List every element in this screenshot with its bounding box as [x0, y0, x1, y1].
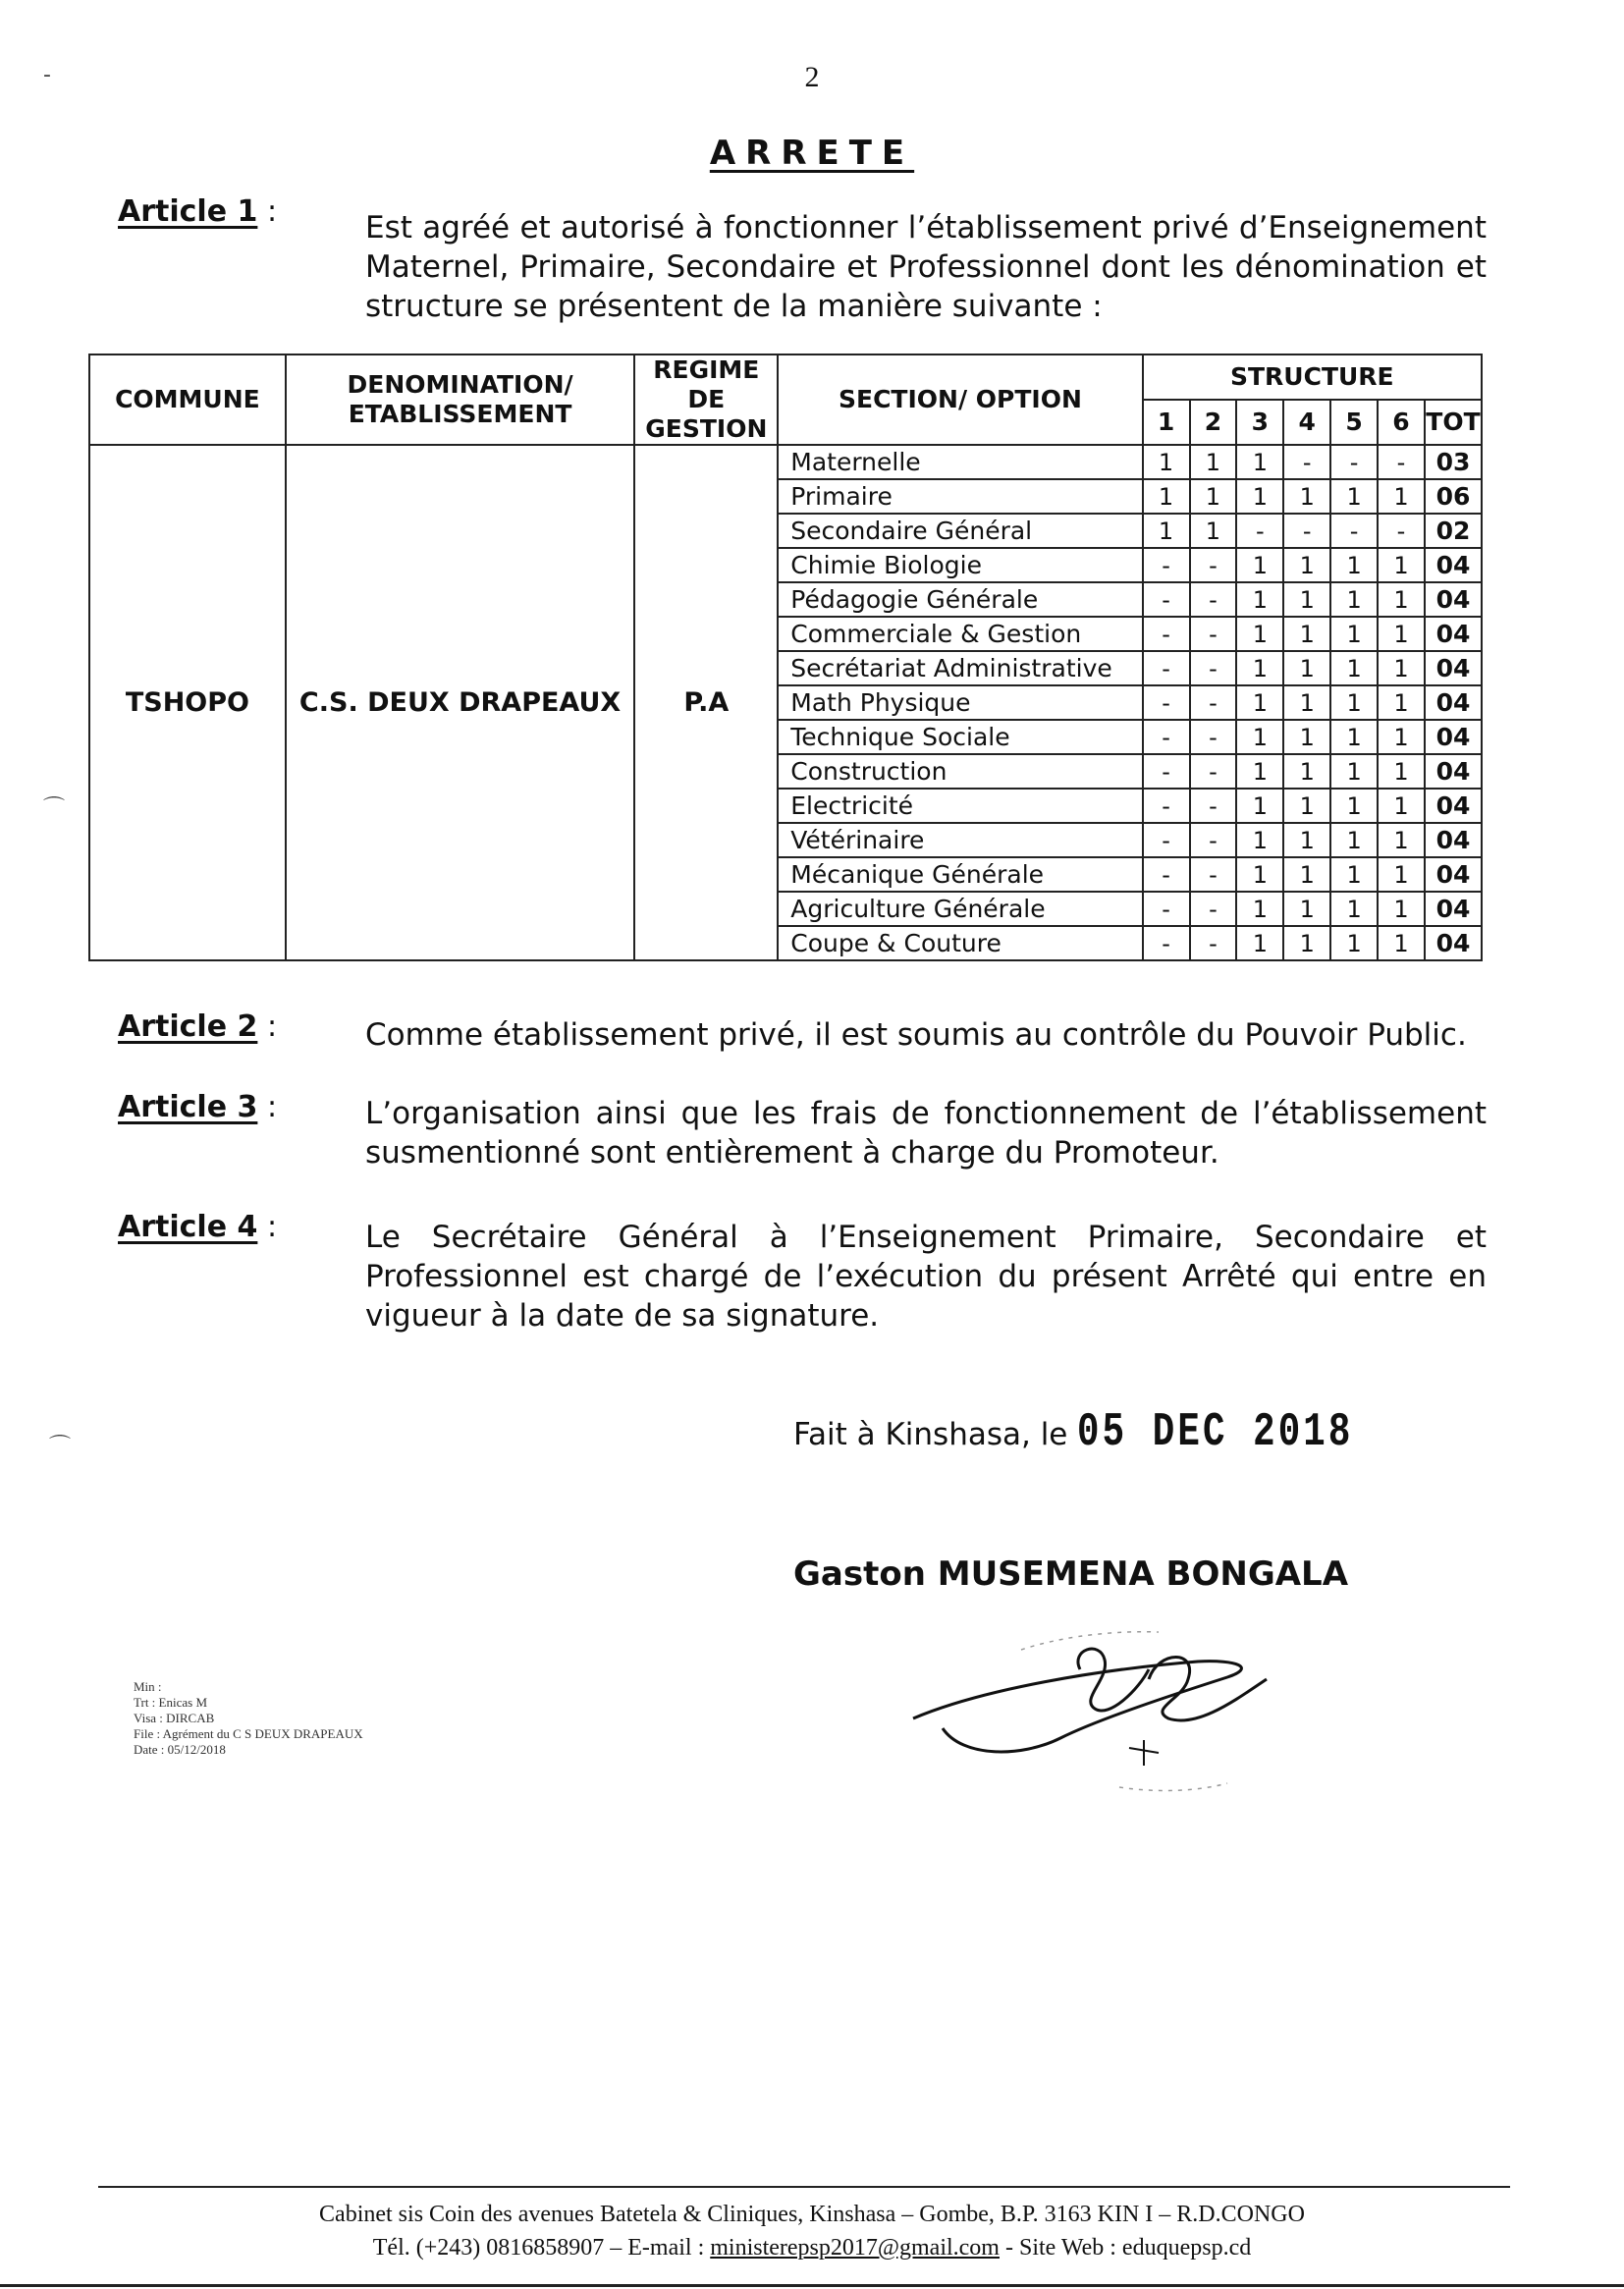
level-4-cell: 1 — [1283, 720, 1330, 754]
total-cell: 04 — [1425, 651, 1482, 685]
section-cell: Secrétariat Administrative — [778, 651, 1142, 685]
level-4-cell: - — [1283, 445, 1330, 479]
section-cell: Coupe & Couture — [778, 926, 1142, 960]
level-4-cell: 1 — [1283, 892, 1330, 926]
level-2-cell: - — [1190, 857, 1237, 892]
total-cell: 04 — [1425, 823, 1482, 857]
level-5-cell: 1 — [1330, 892, 1378, 926]
level-2-cell: - — [1190, 823, 1237, 857]
commune-cell: TSHOPO — [89, 445, 286, 960]
section-cell: Pédagogie Générale — [778, 582, 1142, 617]
article-4-label: Article 4 — [118, 1210, 258, 1244]
level-6-cell: 1 — [1378, 685, 1425, 720]
level-5-cell: 1 — [1330, 926, 1378, 960]
level-3-cell: 1 — [1236, 857, 1283, 892]
level-5-cell: 1 — [1330, 720, 1378, 754]
total-cell: 06 — [1425, 479, 1482, 514]
level-2-cell: - — [1190, 685, 1237, 720]
ref-trt: Trt : Enicas M — [134, 1695, 207, 1710]
article-2-label: Article 2 — [118, 1009, 258, 1044]
level-5-cell: 1 — [1330, 479, 1378, 514]
level-3-cell: 1 — [1236, 582, 1283, 617]
total-cell: 04 — [1425, 685, 1482, 720]
total-cell: 04 — [1425, 548, 1482, 582]
header-level-3: 3 — [1236, 400, 1283, 445]
bottom-scan-edge — [0, 2284, 1624, 2287]
structure-table — [88, 354, 1483, 961]
article-3-label: Article 3 — [118, 1090, 258, 1124]
header-regime: REGIME DE GESTION — [634, 354, 778, 445]
header-section: SECTION/ OPTION — [778, 354, 1142, 445]
level-6-cell: 1 — [1378, 857, 1425, 892]
total-cell: 04 — [1425, 789, 1482, 823]
level-1-cell: - — [1143, 789, 1190, 823]
level-2-cell: - — [1190, 720, 1237, 754]
level-1-cell: - — [1143, 754, 1190, 789]
level-5-cell: 1 — [1330, 685, 1378, 720]
level-6-cell: 1 — [1378, 479, 1425, 514]
reference-block — [134, 1679, 363, 1758]
stamp-date: 05 DEC 2018 — [1077, 1406, 1354, 1459]
document-heading — [0, 134, 1624, 173]
article-3-text: L’organisation ainsi que les frais de fonctionnement de l’établissement susmentionné sont entièrement à charge du Promoteur. — [365, 1096, 1487, 1171]
level-3-cell: 1 — [1236, 617, 1283, 651]
level-6-cell: - — [1378, 445, 1425, 479]
level-1-cell: 1 — [1143, 514, 1190, 548]
level-2-cell: 1 — [1190, 445, 1237, 479]
section-cell: Construction — [778, 754, 1142, 789]
level-2-cell: - — [1190, 651, 1237, 685]
level-5-cell: 1 — [1330, 617, 1378, 651]
total-cell: 04 — [1425, 582, 1482, 617]
level-5-cell: 1 — [1330, 754, 1378, 789]
level-6-cell: 1 — [1378, 926, 1425, 960]
etablissement-cell: C.S. DEUX DRAPEAUX — [286, 445, 635, 960]
level-6-cell: 1 — [1378, 582, 1425, 617]
level-2-cell: 1 — [1190, 514, 1237, 548]
level-6-cell: 1 — [1378, 617, 1425, 651]
level-5-cell: 1 — [1330, 789, 1378, 823]
footer-email-link[interactable]: ministerepsp2017@gmail.com — [710, 2235, 1000, 2261]
article-2-text: Comme établissement privé, il est soumis au contrôle du Pouvoir Public. — [365, 1017, 1467, 1053]
handwritten-signature — [903, 1610, 1335, 1807]
footer-contact — [0, 2235, 1624, 2262]
regime-cell: P.A — [634, 445, 778, 960]
ref-date: Date : 05/12/2018 — [134, 1742, 226, 1757]
total-cell: 04 — [1425, 892, 1482, 926]
header-total: TOT — [1425, 400, 1482, 445]
section-cell: Commerciale & Gestion — [778, 617, 1142, 651]
level-5-cell: - — [1330, 514, 1378, 548]
level-2-cell: - — [1190, 617, 1237, 651]
total-cell: 04 — [1425, 857, 1482, 892]
section-cell: Maternelle — [778, 445, 1142, 479]
level-4-cell: 1 — [1283, 926, 1330, 960]
level-1-cell: 1 — [1143, 445, 1190, 479]
total-cell: 03 — [1425, 445, 1482, 479]
header-level-1: 1 — [1143, 400, 1190, 445]
footer-address: Cabinet sis Coin des avenues Batetela & Cliniques, Kinshasa – Gombe, B.P. 3163 KIN I – R.D.CONGO — [319, 2202, 1305, 2227]
level-3-cell: 1 — [1236, 651, 1283, 685]
level-3-cell: 1 — [1236, 548, 1283, 582]
article-1-label: Article 1 — [118, 194, 258, 229]
level-6-cell: 1 — [1378, 823, 1425, 857]
level-4-cell: 1 — [1283, 823, 1330, 857]
header-structure: STRUCTURE — [1143, 354, 1482, 400]
level-2-cell: - — [1190, 582, 1237, 617]
level-1-cell: - — [1143, 651, 1190, 685]
level-6-cell: 1 — [1378, 754, 1425, 789]
section-cell: Vétérinaire — [778, 823, 1142, 857]
scan-mark: ⌒ — [43, 796, 66, 821]
level-1-cell: - — [1143, 720, 1190, 754]
signature-place: Fait à Kinshasa, le — [793, 1417, 1068, 1452]
header-commune: COMMUNE — [89, 354, 286, 445]
total-cell: 04 — [1425, 754, 1482, 789]
header-level-4: 4 — [1283, 400, 1330, 445]
level-3-cell: 1 — [1236, 720, 1283, 754]
level-1-cell: - — [1143, 582, 1190, 617]
page-number: 2 — [804, 61, 820, 93]
level-3-cell: 1 — [1236, 754, 1283, 789]
total-cell: 02 — [1425, 514, 1482, 548]
section-cell: Primaire — [778, 479, 1142, 514]
article-1-colon: : — [267, 194, 278, 229]
level-3-cell: 1 — [1236, 479, 1283, 514]
total-cell: 04 — [1425, 720, 1482, 754]
level-4-cell: 1 — [1283, 548, 1330, 582]
level-2-cell: - — [1190, 789, 1237, 823]
level-3-cell: 1 — [1236, 823, 1283, 857]
level-1-cell: - — [1143, 617, 1190, 651]
level-4-cell: 1 — [1283, 651, 1330, 685]
total-cell: 04 — [1425, 617, 1482, 651]
level-4-cell: 1 — [1283, 685, 1330, 720]
level-5-cell: - — [1330, 445, 1378, 479]
level-6-cell: 1 — [1378, 548, 1425, 582]
article-4-colon: : — [267, 1210, 278, 1244]
article-1-text: Est agréé et autorisé à fonctionner l’établissement privé d’Enseignement Maternel, Primaire, Secondaire et Professionnel dont les dénomination et structure se présentent de la manière suivante : — [365, 210, 1487, 324]
section-cell: Secondaire Général — [778, 514, 1142, 548]
level-2-cell: - — [1190, 926, 1237, 960]
ref-file: File : Agrément du C S DEUX DRAPEAUX — [134, 1726, 363, 1741]
level-4-cell: 1 — [1283, 479, 1330, 514]
section-cell: Technique Sociale — [778, 720, 1142, 754]
level-1-cell: 1 — [1143, 479, 1190, 514]
article-2-colon: : — [267, 1009, 278, 1044]
header-denomination: DENOMINATION/ ETABLISSEMENT — [286, 354, 635, 445]
article-4-text: Le Secrétaire Général à l’Enseignement Primaire, Secondaire et Professionnel est chargé de l’exécution du présent Arrêté qui entre en vigueur à la date de sa signature. — [365, 1220, 1487, 1334]
header-level-5: 5 — [1330, 400, 1378, 445]
level-2-cell: - — [1190, 548, 1237, 582]
section-cell: Mécanique Générale — [778, 857, 1142, 892]
header-level-2: 2 — [1190, 400, 1237, 445]
level-4-cell: 1 — [1283, 617, 1330, 651]
level-5-cell: 1 — [1330, 651, 1378, 685]
scan-mark: ‐ — [43, 63, 51, 87]
level-1-cell: - — [1143, 548, 1190, 582]
level-1-cell: - — [1143, 685, 1190, 720]
footer-divider — [98, 2186, 1510, 2188]
level-5-cell: 1 — [1330, 582, 1378, 617]
level-3-cell: 1 — [1236, 926, 1283, 960]
level-1-cell: - — [1143, 926, 1190, 960]
level-3-cell: 1 — [1236, 685, 1283, 720]
footer-website: - Site Web : eduquepsp.cd — [1004, 2235, 1252, 2261]
level-4-cell: 1 — [1283, 857, 1330, 892]
level-1-cell: - — [1143, 892, 1190, 926]
level-4-cell: 1 — [1283, 789, 1330, 823]
signature-date-line — [793, 1406, 1432, 1459]
level-6-cell: 1 — [1378, 651, 1425, 685]
level-2-cell: 1 — [1190, 479, 1237, 514]
heading-text: ARRETE — [709, 134, 915, 173]
level-5-cell: 1 — [1330, 548, 1378, 582]
section-cell: Chimie Biologie — [778, 548, 1142, 582]
level-6-cell: 1 — [1378, 720, 1425, 754]
ref-min: Min : — [134, 1679, 162, 1694]
level-4-cell: - — [1283, 514, 1330, 548]
table-row — [89, 445, 1482, 479]
section-cell: Agriculture Générale — [778, 892, 1142, 926]
article-3-colon: : — [267, 1090, 278, 1124]
section-cell: Math Physique — [778, 685, 1142, 720]
level-2-cell: - — [1190, 892, 1237, 926]
level-5-cell: 1 — [1330, 857, 1378, 892]
level-6-cell: - — [1378, 514, 1425, 548]
level-2-cell: - — [1190, 754, 1237, 789]
total-cell: 04 — [1425, 926, 1482, 960]
level-1-cell: - — [1143, 857, 1190, 892]
level-3-cell: - — [1236, 514, 1283, 548]
signer-name: Gaston MUSEMENA BONGALA — [793, 1554, 1349, 1594]
level-4-cell: 1 — [1283, 582, 1330, 617]
level-3-cell: 1 — [1236, 445, 1283, 479]
header-level-6: 6 — [1378, 400, 1425, 445]
ref-visa: Visa : DIRCAB — [134, 1711, 215, 1725]
level-5-cell: 1 — [1330, 823, 1378, 857]
level-3-cell: 1 — [1236, 892, 1283, 926]
level-6-cell: 1 — [1378, 789, 1425, 823]
level-1-cell: - — [1143, 823, 1190, 857]
footer-phone: Tél. (+243) 0816858907 – E-mail : — [372, 2235, 705, 2261]
level-3-cell: 1 — [1236, 789, 1283, 823]
scan-mark: ⌒ — [49, 1435, 72, 1459]
level-4-cell: 1 — [1283, 754, 1330, 789]
section-cell: Electricité — [778, 789, 1142, 823]
level-6-cell: 1 — [1378, 892, 1425, 926]
